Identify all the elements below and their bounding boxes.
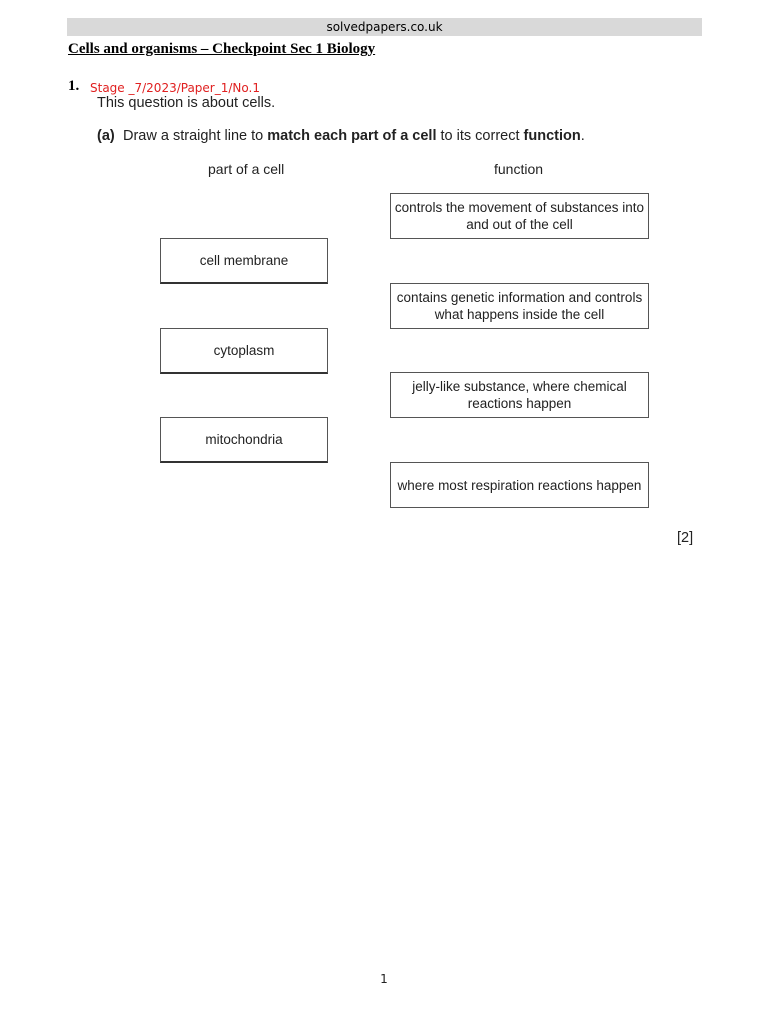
part-a-text-1: Draw a straight line to: [123, 128, 268, 144]
question-intro: This question is about cells.: [97, 95, 276, 111]
function-box-genetic[interactable]: contains genetic information and controls what happens inside the cell: [390, 283, 649, 329]
function-heading: function: [494, 161, 544, 177]
question-number: 1.: [68, 78, 80, 94]
site-header: solvedpapers.co.uk: [67, 18, 702, 36]
page-number: 1: [380, 972, 388, 986]
document-title: Cells and organisms – Checkpoint Sec 1 Biology: [68, 41, 376, 57]
function-box-respiration[interactable]: where most respiration reactions happen: [390, 462, 649, 508]
part-box-mitochondria[interactable]: mitochondria: [160, 417, 328, 463]
part-a-bold-1: match each part of a cell: [267, 128, 437, 144]
part-box-cytoplasm[interactable]: cytoplasm: [160, 328, 328, 374]
part-a-bold-2: function: [523, 128, 581, 144]
marks-label: [2]: [677, 530, 694, 546]
part-box-cell-membrane[interactable]: cell membrane: [160, 238, 328, 284]
function-box-movement[interactable]: controls the movement of substances into and out of the cell: [390, 193, 649, 239]
part-a-letter: (a): [97, 128, 115, 144]
part-a-instruction: [97, 128, 585, 144]
part-of-cell-heading: part of a cell: [208, 161, 285, 177]
question-reference: Stage _7/2023/Paper_1/No.1: [90, 81, 260, 95]
function-box-jelly[interactable]: jelly-like substance, where chemical reactions happen: [390, 372, 649, 418]
part-a-text-2: to its correct: [436, 128, 524, 144]
part-a-text-3: .: [580, 128, 585, 144]
